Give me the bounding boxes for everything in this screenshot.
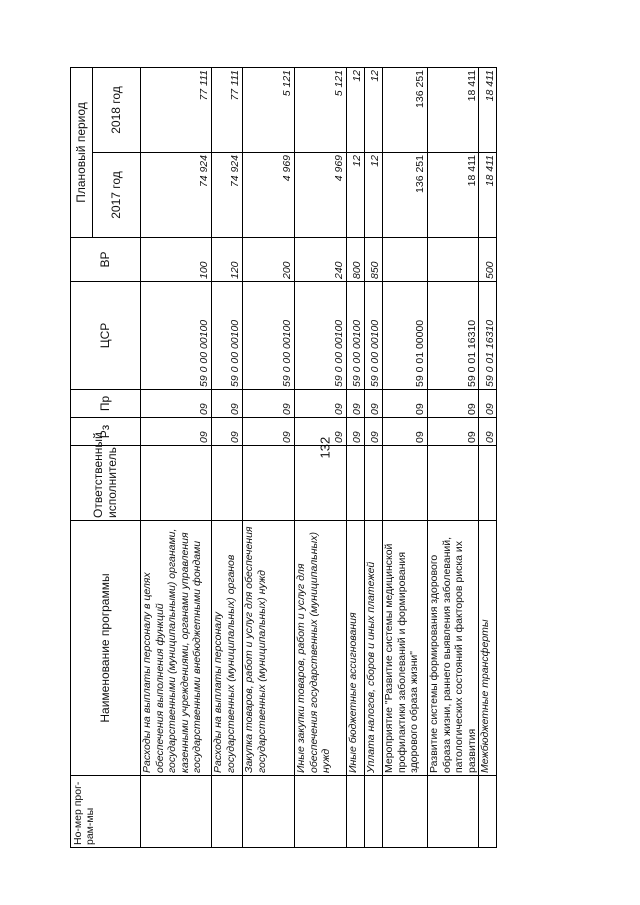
program-number-cell <box>212 776 243 848</box>
rz-cell: 09 <box>365 418 383 446</box>
program-name-cell: Расходы на выплаты персоналу в целях обеспечения выполнения функций государственными (муниципальными) органами, казенными учреждениями, органами управления государственными внебюджетными фондами <box>141 521 212 776</box>
pr-cell: 09 <box>295 390 347 418</box>
table-row <box>428 67 479 847</box>
year-2018-cell: 77 111 <box>212 67 243 152</box>
pr-cell: 09 <box>428 390 479 418</box>
pr-cell: 09 <box>212 390 243 418</box>
header-vr: ВР <box>71 238 141 282</box>
pr-cell: 09 <box>479 390 497 418</box>
program-number-cell <box>347 776 365 848</box>
page-number: 132 <box>317 436 333 459</box>
table-row <box>212 67 243 847</box>
csr-cell: 59 0 01 16310 <box>428 282 479 390</box>
year-2017-cell: 4 969 <box>295 153 347 238</box>
year-2017-cell: 74 924 <box>212 153 243 238</box>
executor-cell <box>295 446 347 521</box>
vr-cell <box>428 238 479 282</box>
header-pr: Пр <box>71 390 141 418</box>
year-2017-cell: 12 <box>365 153 383 238</box>
program-number-cell <box>295 776 347 848</box>
program-name-cell: Мероприятие "Развитие системы медицинской профилактики заболеваний и формирования здорового образа жизни" <box>383 521 428 776</box>
header-program-name: Наименование программы <box>71 521 141 776</box>
executor-cell <box>347 446 365 521</box>
year-2018-cell: 12 <box>365 67 383 152</box>
csr-cell: 59 0 00 00100 <box>295 282 347 390</box>
header-year-2017: 2017 год <box>93 153 141 238</box>
program-name-cell: Закупка товаров, работ и услуг для обеспечения государственных (муниципальных) нужд <box>243 521 295 776</box>
year-2018-cell: 77 111 <box>141 67 212 152</box>
csr-cell: 59 0 00 00100 <box>243 282 295 390</box>
program-name-cell: Иные бюджетные ассигнования <box>347 521 365 776</box>
rz-cell: 09 <box>347 418 365 446</box>
executor-cell <box>243 446 295 521</box>
vr-cell: 120 <box>212 238 243 282</box>
year-2017-cell: 4 969 <box>243 153 295 238</box>
executor-cell <box>479 446 497 521</box>
pr-cell: 09 <box>365 390 383 418</box>
header-year-2018: 2018 год <box>93 67 141 152</box>
program-number-cell <box>141 776 212 848</box>
budget-table <box>70 67 497 848</box>
program-number-cell <box>383 776 428 848</box>
executor-cell <box>141 446 212 521</box>
vr-cell: 850 <box>365 238 383 282</box>
table-row <box>479 67 497 847</box>
executor-cell <box>428 446 479 521</box>
rz-cell: 09 <box>141 418 212 446</box>
pr-cell: 09 <box>383 390 428 418</box>
header-program-number: Но-мер прог-рам-мы <box>71 776 141 848</box>
pr-cell: 09 <box>141 390 212 418</box>
table-row <box>347 67 365 847</box>
header-planned-period: Плановый период <box>71 67 93 237</box>
rz-cell: 09 <box>428 418 479 446</box>
table-body <box>141 67 497 847</box>
year-2018-cell: 18 411 <box>428 67 479 152</box>
header-csr: ЦСР <box>71 282 141 390</box>
year-2018-cell: 136 251 <box>383 67 428 152</box>
year-2017-cell: 136 251 <box>383 153 428 238</box>
csr-cell: 59 0 01 16310 <box>479 282 497 390</box>
table-row <box>295 67 347 847</box>
year-2017-cell: 18 411 <box>428 153 479 238</box>
table-row <box>383 67 428 847</box>
program-name-cell: Межбюджетные трансферты <box>479 521 497 776</box>
year-2017-cell: 18 411 <box>479 153 497 238</box>
csr-cell: 59 0 01 00000 <box>383 282 428 390</box>
table-row <box>243 67 295 847</box>
program-name-cell: Развитие системы формирования здорового образа жизни, раннего выявления заболеваний, патологических состояний и факторов риска их развития <box>428 521 479 776</box>
rz-cell: 09 <box>243 418 295 446</box>
csr-cell: 59 0 00 00100 <box>141 282 212 390</box>
vr-cell: 500 <box>479 238 497 282</box>
program-number-cell <box>365 776 383 848</box>
year-2018-cell: 18 411 <box>479 67 497 152</box>
vr-cell: 100 <box>141 238 212 282</box>
rz-cell: 09 <box>295 418 347 446</box>
table-row <box>365 67 383 847</box>
executor-cell <box>365 446 383 521</box>
rz-cell: 09 <box>383 418 428 446</box>
program-name-cell: Расходы на выплаты персоналу государственных (муниципальных) органов <box>212 521 243 776</box>
rz-cell: 09 <box>479 418 497 446</box>
vr-cell: 240 <box>295 238 347 282</box>
csr-cell: 59 0 00 00100 <box>365 282 383 390</box>
year-2018-cell: 5 121 <box>295 67 347 152</box>
header-rz: Рз <box>71 418 141 446</box>
program-number-cell <box>428 776 479 848</box>
header-executor: Ответственный исполнитель <box>71 446 141 521</box>
csr-cell: 59 0 00 00100 <box>347 282 365 390</box>
csr-cell: 59 0 00 00100 <box>212 282 243 390</box>
pr-cell: 09 <box>347 390 365 418</box>
program-name-cell: Уплата налогов, сборов и иных платежей <box>365 521 383 776</box>
program-number-cell <box>479 776 497 848</box>
vr-cell: 800 <box>347 238 365 282</box>
executor-cell <box>212 446 243 521</box>
program-name-cell: Иные закупки товаров, работ и услуг для обеспечения государственных (муниципальных) нужд <box>295 521 347 776</box>
rz-cell: 09 <box>212 418 243 446</box>
budget-table-rotated <box>70 68 496 848</box>
program-number-cell <box>243 776 295 848</box>
vr-cell <box>383 238 428 282</box>
year-2017-cell: 74 924 <box>141 153 212 238</box>
vr-cell: 200 <box>243 238 295 282</box>
pr-cell: 09 <box>243 390 295 418</box>
year-2018-cell: 5 121 <box>243 67 295 152</box>
executor-cell <box>383 446 428 521</box>
year-2017-cell: 12 <box>347 153 365 238</box>
year-2018-cell: 12 <box>347 67 365 152</box>
table-row <box>141 67 212 847</box>
